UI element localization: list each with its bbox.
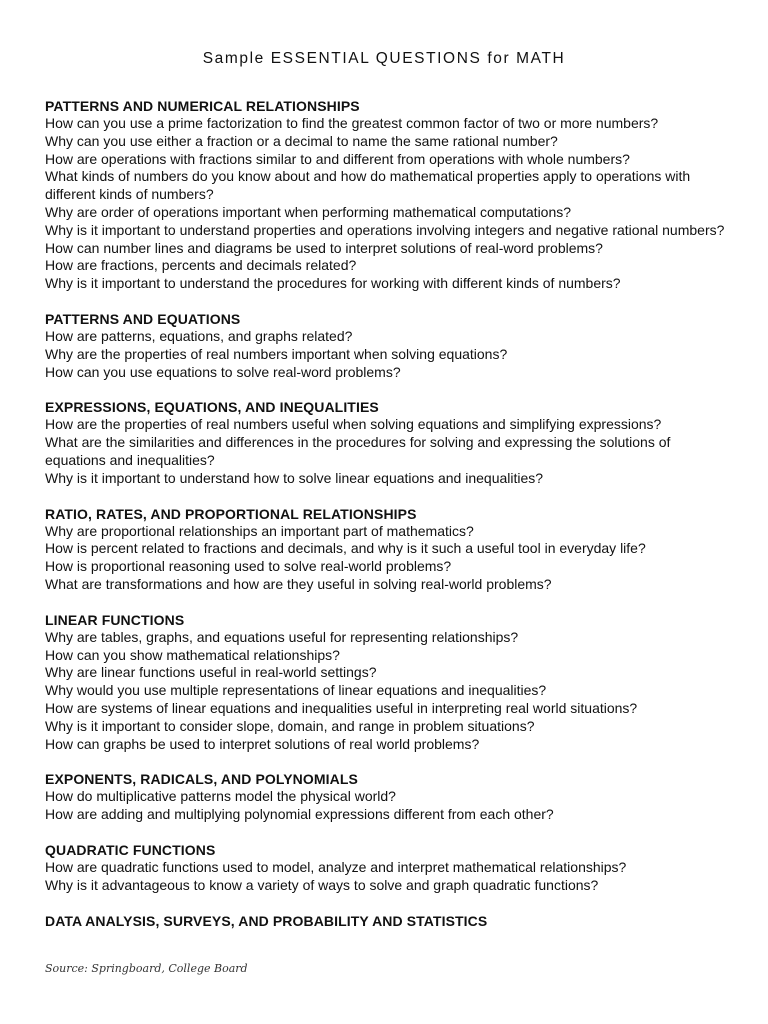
section-heading: EXPONENTS, RADICALS, AND POLYNOMIALS: [45, 771, 358, 788]
question-list: [45, 859, 735, 895]
question-item: How can number lines and diagrams be used to interpret solutions of real-word problems?: [45, 239, 603, 256]
question-item: Why is it important to understand how to solve linear equations and inequalities?: [45, 469, 544, 486]
question-item: How can graphs be used to interpret solutions of real world problems?: [45, 735, 480, 752]
question-item: How are quadratic functions used to model, analyze and interpret mathematical relationships?: [45, 858, 627, 875]
question-item: Why is it important to understand properties and operations involving integers and negative rational numbers?: [45, 221, 725, 238]
question-section: [45, 912, 735, 930]
section-heading: QUADRATIC FUNCTIONS: [45, 841, 216, 858]
question-item: Why are tables, graphs, and equations useful for representing relationships?: [45, 628, 519, 645]
question-section: [45, 97, 735, 293]
question-item: Why would you use multiple representations of linear equations and inequalities?: [45, 682, 547, 699]
section-heading: LINEAR FUNCTIONS: [45, 611, 185, 628]
question-section: [45, 841, 735, 895]
question-section: [45, 398, 735, 487]
question-list: [45, 629, 735, 754]
question-item: How are systems of linear equations and inequalities useful in interpreting real world situations?: [45, 699, 638, 716]
question-item: Why is it important to understand the procedures for working with different kinds of numbers?: [45, 275, 621, 292]
section-heading: EXPRESSIONS, EQUATIONS, AND INEQUALITIES: [45, 399, 379, 416]
question-item: How are adding and multiplying polynomial expressions different from each other?: [45, 806, 554, 823]
question-list: [45, 115, 735, 293]
question-item: How can you use equations to solve real-word problems?: [45, 363, 401, 380]
question-item: Why is it advantageous to know a variety of ways to solve and graph quadratic functions?: [45, 876, 599, 893]
question-item: Why are the properties of real numbers important when solving equations?: [45, 345, 508, 362]
question-item: Why is it important to consider slope, domain, and range in problem situations?: [45, 717, 535, 734]
question-list: [45, 523, 735, 594]
question-item: How are operations with fractions similar to and different from operations with whole numbers?: [45, 150, 630, 167]
question-item: Why are proportional relationships an important part of mathematics?: [45, 522, 474, 539]
question-list: [45, 328, 735, 381]
question-item: What kinds of numbers do you know about and how do mathematical properties apply to operations with different kinds of numbers?: [45, 168, 691, 203]
section-heading: RATIO, RATES, AND PROPORTIONAL RELATIONSHIPS: [45, 505, 417, 522]
section-heading: DATA ANALYSIS, SURVEYS, AND PROBABILITY AND STATISTICS: [45, 912, 488, 929]
question-item: How are patterns, equations, and graphs related?: [45, 327, 353, 344]
question-item: Why are order of operations important when performing mathematical computations?: [45, 203, 572, 220]
question-item: How is percent related to fractions and decimals, and why is it such a useful tool in everyday life?: [45, 540, 646, 557]
question-section: [45, 770, 735, 824]
question-section: [45, 310, 735, 381]
question-item: How do multiplicative patterns model the physical world?: [45, 788, 396, 805]
question-item: How can you show mathematical relationships?: [45, 646, 340, 663]
question-item: How is proportional reasoning used to solve real-world problems?: [45, 558, 452, 575]
question-item: How are fractions, percents and decimals related?: [45, 257, 357, 274]
question-list: [45, 416, 735, 487]
section-heading: PATTERNS AND NUMERICAL RELATIONSHIPS: [45, 98, 360, 114]
question-item: How are the properties of real numbers useful when solving equations and simplifying expressions?: [45, 416, 662, 433]
question-section: [45, 505, 735, 594]
section-heading: PATTERNS AND EQUATIONS: [45, 310, 241, 327]
source-citation: Source: Springboard, College Board: [45, 962, 248, 975]
question-item: How can you use a prime factorization to find the greatest common factor of two or more numbers?: [45, 115, 659, 131]
question-list: [45, 788, 735, 824]
question-item: What are the similarities and differences in the procedures for solving and expressing the solutions of equations and inequalities?: [45, 434, 671, 468]
question-section: [45, 611, 735, 754]
question-item: Why are linear functions useful in real-world settings?: [45, 664, 377, 681]
question-item: Why can you use either a fraction or a decimal to name the same rational number?: [45, 132, 558, 149]
page-title: Sample ESSENTIAL QUESTIONS for MATH: [202, 50, 566, 67]
question-item: What are transformations and how are they useful in solving real-world problems?: [45, 575, 552, 592]
questions-content: [45, 97, 735, 947]
